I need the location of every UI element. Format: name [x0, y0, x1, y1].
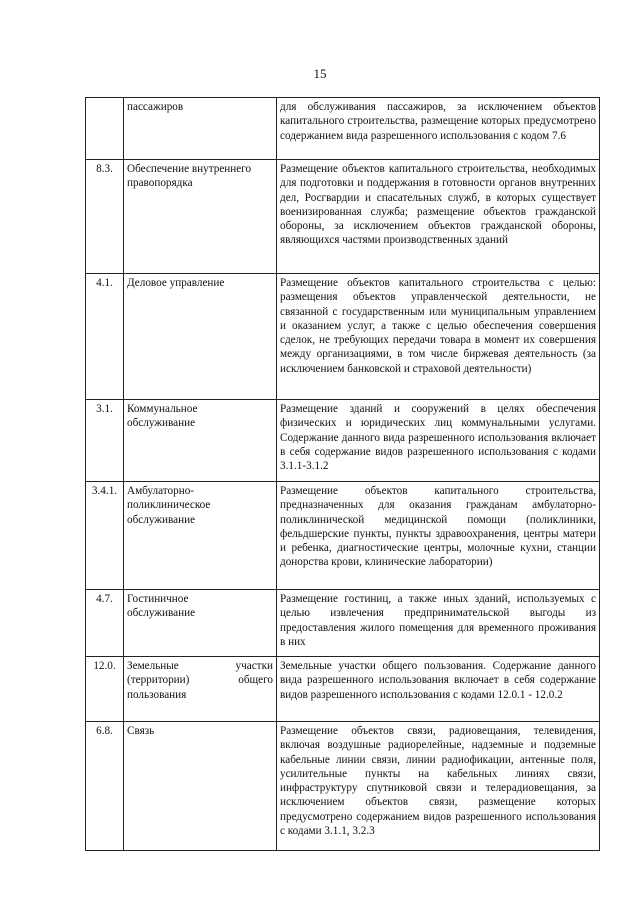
description-cell: Размещение объектов капитального строительства, предназначенных для оказания гражданам амбулаторно-поликлинической медицинской помощи (поликлиники, фельдшерские пункты, пункты здравоохранения, центры матери и ребенка, диагностические центры, молочные кухни, станции донорства крови, клинические лаборатории) [277, 482, 600, 590]
code-cell: 4.1. [86, 274, 124, 400]
table-row [86, 482, 600, 590]
description-cell: Размещение объектов капитального строительства с целью: размещения объектов управленческой деятельности, не связанной с государственным или муниципальным управлением и оказанием услуг, а также с целью обеспечения совершения сделок, не требующих передачи товара в момент их совершения между организациями, в том числе биржевая деятельность (за исключением банковской и страховой деятельности) [277, 274, 600, 400]
name-cell: Земельные участки (территории) общего пользования [124, 657, 277, 722]
table-row [86, 98, 600, 160]
name-cell: Амбулаторно- поликлиническое обслуживание [124, 482, 277, 590]
name-cell: Обеспечение внутреннего правопорядка [124, 160, 277, 274]
table-row [86, 590, 600, 657]
code-cell: 3.1. [86, 400, 124, 482]
description-cell: Размещение гостиниц, а также иных зданий, используемых с целью извлечения предпринимательской выгоды из предоставления жилого помещения для временного проживания в них [277, 590, 600, 657]
code-cell: 3.4.1. [86, 482, 124, 590]
name-cell: Связь [124, 722, 277, 851]
table-row [86, 657, 600, 722]
land-use-table [85, 97, 600, 851]
code-cell: 8.3. [86, 160, 124, 274]
page-number: 15 [313, 66, 327, 81]
code-cell: 6.8. [86, 722, 124, 851]
code-cell [86, 98, 124, 160]
code-cell: 12.0. [86, 657, 124, 722]
description-cell: Размещение объектов капитального строительства, необходимых для подготовки и поддержания в готовности органов внутренних дел, Росгвардии и спасательных служб, в которых существует военизированная служба; размещение объектов гражданской обороны, за исключением объектов гражданской обороны, являющихся частями производственных зданий [277, 160, 600, 274]
name-cell: Деловое управление [124, 274, 277, 400]
table-row [86, 274, 600, 400]
name-cell: Гостиничное обслуживание [124, 590, 277, 657]
code-cell: 4.7. [86, 590, 124, 657]
name-cell: пассажиров [124, 98, 277, 160]
table-row [86, 722, 600, 851]
name-cell: Коммунальное обслуживание [124, 400, 277, 482]
table-row [86, 400, 600, 482]
description-cell: для обслуживания пассажиров, за исключением объектов капитального строительства, размещение которых предусмотрено содержанием вида разрешенного использования с кодом 7.6 [277, 98, 600, 160]
description-cell: Размещение зданий и сооружений в целях обеспечения физических и юридических лиц коммунальными услугами. Содержание данного вида разрешенного использования включает в себя содержание видов разрешенного использования с кодами 3.1.1-3.1.2 [277, 400, 600, 482]
description-cell: Размещение объектов связи, радиовещания, телевидения, включая воздушные радиорелейные, надземные и подземные кабельные линии связи, линии радиофикации, антенные поля, усилительные пункты на кабельных линиях связи, инфраструктуру спутниковой связи и телерадиовещания, за исключением объектов связи, размещение которых предусмотрено содержанием видов разрешенного использования с кодами 3.1.1, 3.2.3 [277, 722, 600, 851]
table-row [86, 160, 600, 274]
description-cell: Земельные участки общего пользования. Содержание данного вида разрешенного использования включает в себя содержание видов разрешенного использования с кодами 12.0.1 - 12.0.2 [277, 657, 600, 722]
